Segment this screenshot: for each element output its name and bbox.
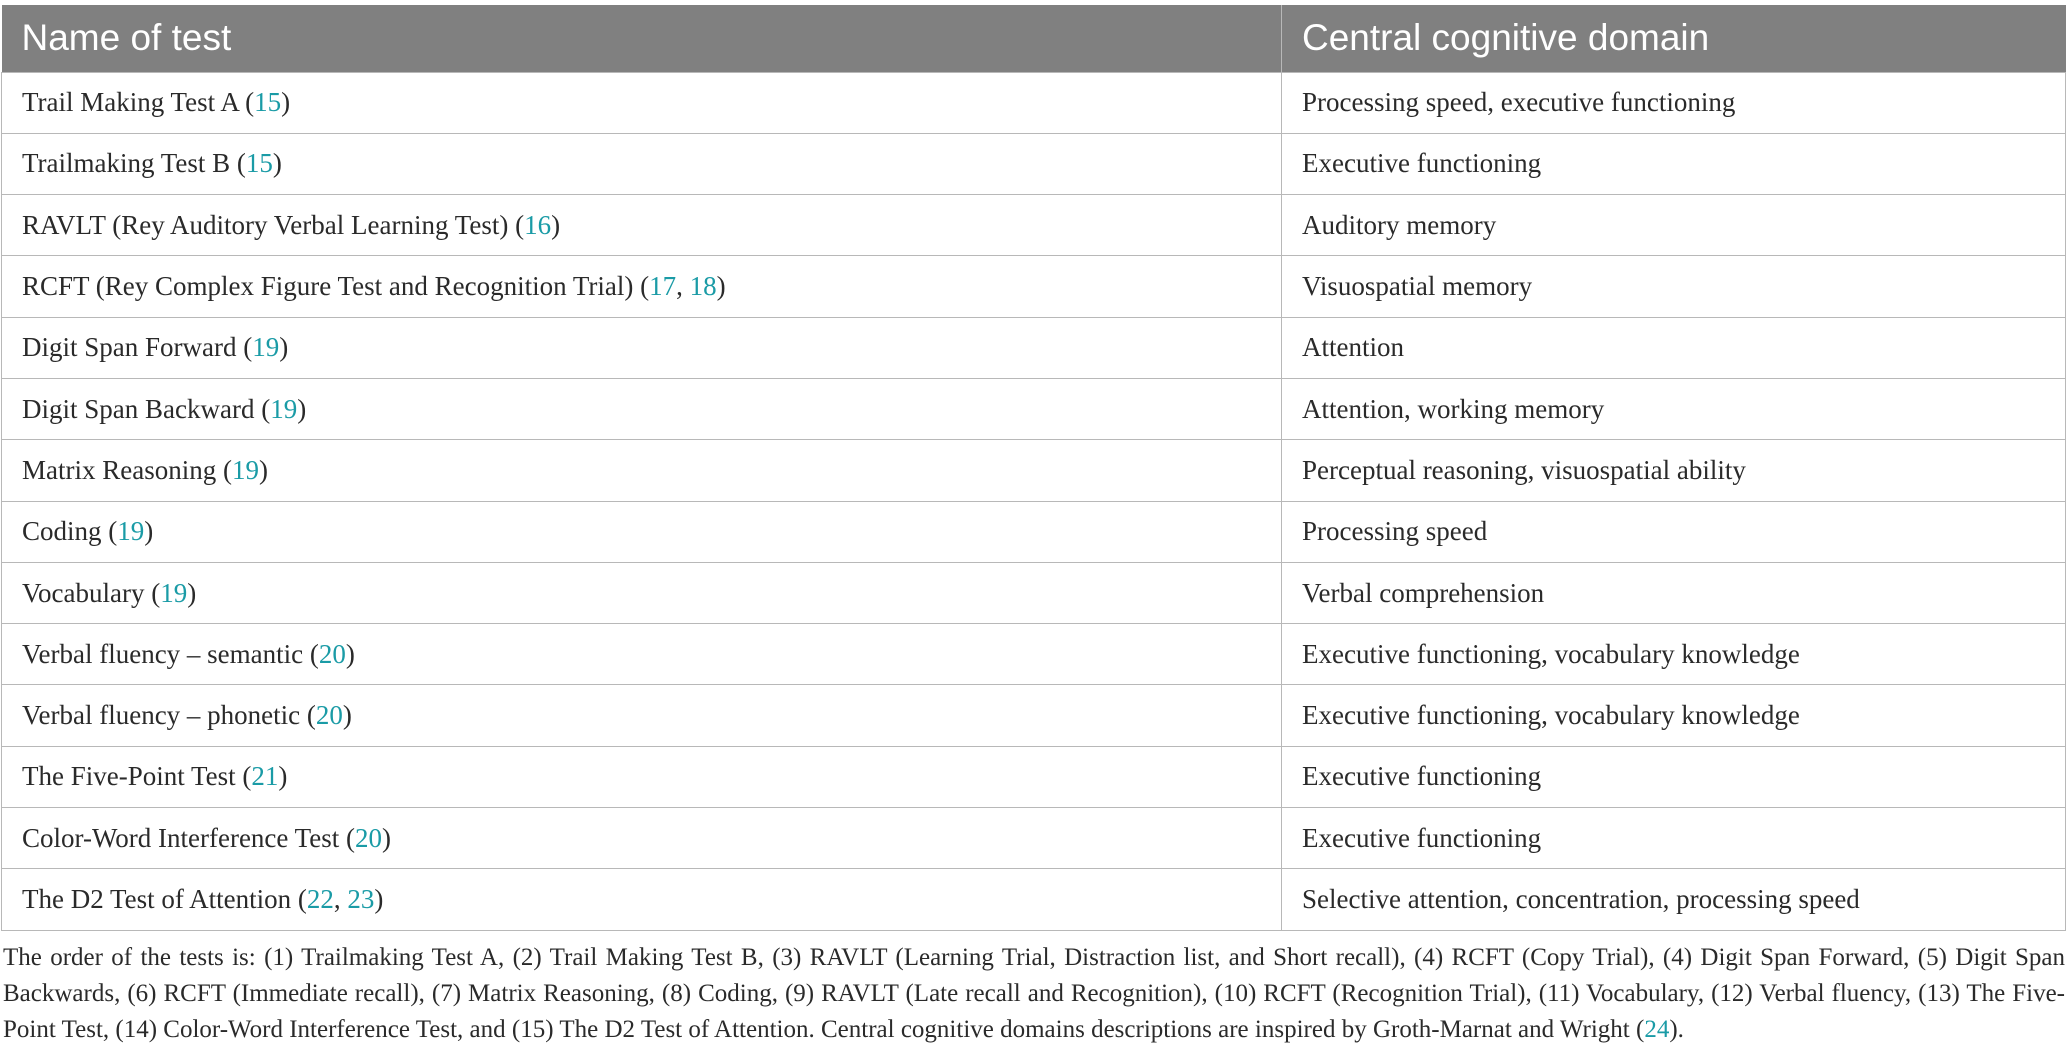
- test-name: The D2 Test of Attention: [22, 884, 292, 914]
- test-name-cell: Verbal fluency – phonetic (20): [2, 685, 1282, 746]
- reference-link[interactable]: 20: [318, 638, 346, 669]
- reference-link[interactable]: 16: [524, 209, 552, 240]
- table-row: [2, 501, 2066, 562]
- test-name-cell: Color-Word Interference Test (20): [2, 808, 1282, 869]
- tests-table: [1, 5, 2066, 931]
- cognitive-domain-cell: [1282, 869, 2066, 930]
- reference-link[interactable]: 19: [270, 393, 298, 424]
- test-name-cell: Trail Making Test A (15): [2, 72, 1282, 133]
- reference-link[interactable]: 21: [251, 761, 279, 792]
- table-row: [2, 72, 2066, 133]
- test-name-cell: Verbal fluency – semantic (20): [2, 624, 1282, 685]
- cognitive-domain-cell: [1282, 808, 2066, 869]
- cognitive-domain-cell: [1282, 624, 2066, 685]
- cognitive-domain-cell: [1282, 685, 2066, 746]
- test-name: Verbal fluency – semantic: [22, 638, 304, 669]
- test-name-cell: RAVLT (Rey Auditory Verbal Learning Test) (16): [2, 195, 1282, 256]
- table-row: [2, 808, 2066, 869]
- table-row: [2, 133, 2066, 194]
- cognitive-domain-cell: [1282, 440, 2066, 501]
- test-name-cell: The Five-Point Test (21): [2, 746, 1282, 807]
- test-name: Digit Span Forward: [22, 332, 237, 363]
- test-name: Digit Span Backward: [22, 393, 255, 424]
- reference-link[interactable]: 23: [347, 884, 375, 914]
- cognitive-domain-cell: [1282, 72, 2066, 133]
- cognitive-domain: Executive functioning, vocabulary knowledge: [1302, 638, 1800, 669]
- table-header: [2, 5, 2066, 72]
- test-name: Color-Word Interference Test: [22, 822, 340, 853]
- cognitive-domain-cell: [1282, 378, 2066, 439]
- header-row: [2, 5, 2066, 72]
- test-name: Trailmaking Test B: [22, 148, 231, 179]
- cognitive-domain: Attention: [1302, 332, 1404, 363]
- test-name: Matrix Reasoning: [22, 454, 217, 485]
- table-row: [2, 440, 2066, 501]
- reference-link[interactable]: 20: [355, 822, 383, 853]
- cognitive-domain: Processing speed: [1302, 516, 1488, 547]
- cognitive-domain: Selective attention, concentration, processing speed: [1302, 884, 1860, 914]
- test-name: Coding: [22, 516, 102, 547]
- test-name: Trail Making Test A: [22, 87, 239, 118]
- table-row: [2, 869, 2066, 930]
- table-row: [2, 195, 2066, 256]
- table-row: [2, 624, 2066, 685]
- cognitive-domain: Processing speed, executive functioning: [1302, 87, 1736, 118]
- table-body: [2, 72, 2066, 930]
- reference-link[interactable]: 19: [117, 516, 145, 547]
- test-name: RAVLT (Rey Auditory Verbal Learning Test): [22, 209, 509, 240]
- table-footnote: [3, 940, 2065, 1048]
- cognitive-domain: Visuospatial memory: [1302, 271, 1533, 302]
- cognitive-domain: Verbal comprehension: [1302, 577, 1545, 608]
- cognitive-domain: Executive functioning: [1302, 822, 1542, 853]
- cognitive-domain: Auditory memory: [1302, 209, 1497, 240]
- test-name-cell: Trailmaking Test B (15): [2, 133, 1282, 194]
- test-name: The Five-Point Test: [22, 761, 236, 792]
- cognitive-domain: Executive functioning, vocabulary knowledge: [1302, 700, 1800, 731]
- header-central-cognitive-domain: Central cognitive domain: [1282, 5, 2066, 72]
- table-row: [2, 378, 2066, 439]
- cognitive-domain-cell: [1282, 195, 2066, 256]
- reference-link[interactable]: 17: [649, 271, 677, 302]
- test-name: Vocabulary: [22, 577, 145, 608]
- test-name: Verbal fluency – phonetic: [22, 700, 301, 731]
- test-name-cell: Coding (19): [2, 501, 1282, 562]
- reference-link[interactable]: 22: [306, 884, 334, 914]
- reference-link[interactable]: 19: [252, 332, 280, 363]
- table-row: [2, 685, 2066, 746]
- reference-link[interactable]: 19: [160, 577, 188, 608]
- cognitive-domain: Perceptual reasoning, visuospatial ability: [1302, 454, 1746, 485]
- cognitive-domain: Executive functioning: [1302, 761, 1542, 792]
- table-row: [2, 746, 2066, 807]
- cognitive-domain-cell: [1282, 746, 2066, 807]
- table-row: [2, 256, 2066, 317]
- test-name-cell: The D2 Test of Attention (22, 23): [2, 869, 1282, 930]
- header-name-of-test: Name of test: [2, 5, 1282, 72]
- cognitive-domain-cell: [1282, 562, 2066, 623]
- cognitive-domain: Executive functioning: [1302, 148, 1542, 179]
- table-row: [2, 317, 2066, 378]
- test-name-cell: Digit Span Forward (19): [2, 317, 1282, 378]
- cognitive-domain-cell: [1282, 501, 2066, 562]
- test-name-cell: RCFT (Rey Complex Figure Test and Recognition Trial) (17, 18): [2, 256, 1282, 317]
- footnote-reference-link[interactable]: 24: [1644, 1016, 1670, 1043]
- cognitive-domain-cell: [1282, 317, 2066, 378]
- reference-link[interactable]: 20: [315, 700, 343, 731]
- cognitive-domain-cell: [1282, 256, 2066, 317]
- reference-link[interactable]: 15: [254, 87, 282, 118]
- footnote-text: The order of the tests is: (1) Trailmaking Test A, (2) Trail Making Test B, (3) RAVLT (Learning Trial, Distraction list, and Short recall), (4) RCFT (Copy Trial), (4) Digit Span Forward, (5) Digit Span Backwards, (6) RCFT (Immediate recall), (7) Matrix Reasoning, (8) Coding, (9) RAVLT (Late recall and Recognition), (10) RCFT (Recognition Trial), (11) Vocabulary, (12) Verbal fluency, (13) The Five-Point Test, (14) Color-Word Interference Test, and (15) The D2 Test of Attention. Central cognitive domains descriptions are inspired by Groth-Marnat and Wright (: [3, 944, 2065, 1043]
- test-name: RCFT (Rey Complex Figure Test and Recognition Trial): [22, 271, 634, 302]
- test-name-cell: Matrix Reasoning (19): [2, 440, 1282, 501]
- footnote-end: ).: [1669, 1016, 1684, 1043]
- reference-link[interactable]: 19: [231, 454, 259, 485]
- test-name-cell: Vocabulary (19): [2, 562, 1282, 623]
- reference-link[interactable]: 15: [245, 148, 273, 179]
- cognitive-domain-cell: [1282, 133, 2066, 194]
- reference-link[interactable]: 18: [689, 271, 717, 302]
- table-row: [2, 562, 2066, 623]
- test-name-cell: Digit Span Backward (19): [2, 378, 1282, 439]
- cognitive-domain: Attention, working memory: [1302, 393, 1605, 424]
